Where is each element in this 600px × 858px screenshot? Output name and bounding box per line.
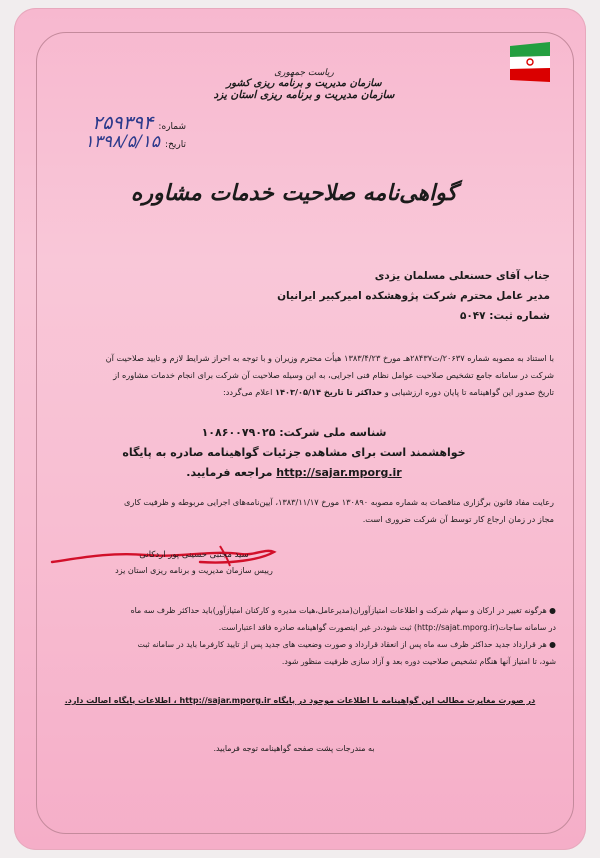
signatory-position: رییس سازمان مدیریت و برنامه ریزی استان یزد (115, 566, 273, 575)
certificate-title: گواهی‌نامه صلاحیت خدمات مشاوره (130, 180, 458, 206)
letterhead-province-org: سازمان مدیریت و برنامه ریزی استان یزد (213, 89, 395, 101)
recipient-role: مدیر عامل محترم شرکت پژوهشکده امیرکبیر ایرانیان (277, 290, 550, 302)
number-label: شماره: (158, 122, 186, 132)
body-line: شرکت در سامانه جامع تشخیص صلاحیت عوامل نظام فنی اجرایی، به این وسیله صلاحیت آن شرکت برای انجام خدمات مشاوره از (113, 370, 554, 380)
signatory-name: سید مجتبی حسینی پور اردکانی (139, 550, 249, 560)
body-paragraph (46, 350, 554, 401)
letterhead-national-org: سازمان مدیریت و برنامه ریزی کشور (226, 78, 382, 89)
recipient-registration: شماره ثبت: ۵۰۴۷ (459, 310, 550, 322)
note-1-line: ● هرگونه تغییر در ارکان و سهام شرکت و اطلاعات امتیازآوران(مدیرعامل،هیات مدیره و کارکنان امتیازآور)باید حداکثر ظرف سه ماه (130, 606, 556, 615)
validity-warning: در صورت مغایرت مطالب این گواهینامه با اطلاعات موجود در پایگاه http://sajar.mporg.ir ، اطلاعات پایگاه اصالت دارد. (64, 696, 536, 705)
sajar-link[interactable]: http://sajar.mporg.ir (276, 466, 402, 479)
recipient-block (54, 266, 550, 326)
body-line: رعایت مفاد قانون برگزاری مناقصات به شماره مصوبه ۱۳۰۸۹۰ مورخ ۱۳۸۳/۱۱/۱۷، آیین‌نامه‌های اجرایی مربوطه و ظرفیت کاری (123, 497, 554, 507)
note-1-line: در سامانه ساجات(http://sajat.mporg.ir) ثبت شود،در غیر اینصورت گواهینامه صادره فاقد اعتباراست. (218, 623, 556, 632)
body-line: با استناد به مصوبه شماره ۲۰۶۳۷/ت۲۸۴۳۷هـ مورخ ۱۳۸۳/۴/۲۳ هیأت محترم وزیران و با توجه به احراز شرایط لازم و تایید صلاحیت آن (105, 353, 554, 363)
signatory (94, 550, 294, 575)
body-paragraph-2 (46, 494, 554, 528)
recipient-name: جناب آقای حسنعلی مسلمان یزدی (374, 270, 550, 282)
body-line: مجاز در زمان ارجاع کار توسط آن شرکت ضروری است. (362, 514, 554, 524)
number-value: ۲۵۹۳۹۴ (92, 112, 154, 134)
validity-date: حداکثر تا تاریخ ۱۴۰۳/۰۵/۱۴ (275, 387, 383, 397)
notes (46, 602, 556, 670)
request-text: خواهشمند است برای مشاهده جزئیات گواهینامه صادره به پایگاه (122, 446, 466, 459)
note-2-line: شود، تا امتیاز آنها هنگام تشخیص صلاحیت دوره بعد و آزاد سازی ظرفیت منظور شود. (281, 657, 556, 666)
bullet-icon: ● (546, 640, 556, 649)
iran-flag-icon (504, 42, 550, 82)
registration-block (36, 112, 186, 152)
bullet-icon: ● (546, 606, 556, 615)
body-line: تاریخ صدور این گواهینامه تا پایان دوره ارزشیابی و حداکثر تا تاریخ ۱۴۰۳/۰۵/۱۴ اعلام می‌گردد: (223, 387, 554, 397)
date-label: تاریخ: (165, 140, 186, 150)
date-value: ۱۳۹۸/۵/۱۵ (84, 132, 160, 152)
link-line: http://sajar.mporg.ir مراجعه فرمایید. (186, 466, 402, 479)
back-page-note: به مندرجات پشت صفحه گواهینامه توجه فرمایید. (213, 744, 375, 753)
note-2-line: ● هر قرارداد جدید حداکثر ظرف سه ماه پس از انعقاد قرارداد و صورت وضعیت های جدید پس از تایید کارفرما باید در سامانه ثبت (137, 640, 556, 649)
letterhead (204, 68, 404, 101)
national-id: شناسه ملی شرکت: ۱۰۸۶۰۰۷۹۰۲۵ (201, 426, 387, 439)
certificate-paper (14, 8, 586, 850)
letterhead-presidency: ریاست جمهوری (274, 68, 334, 78)
